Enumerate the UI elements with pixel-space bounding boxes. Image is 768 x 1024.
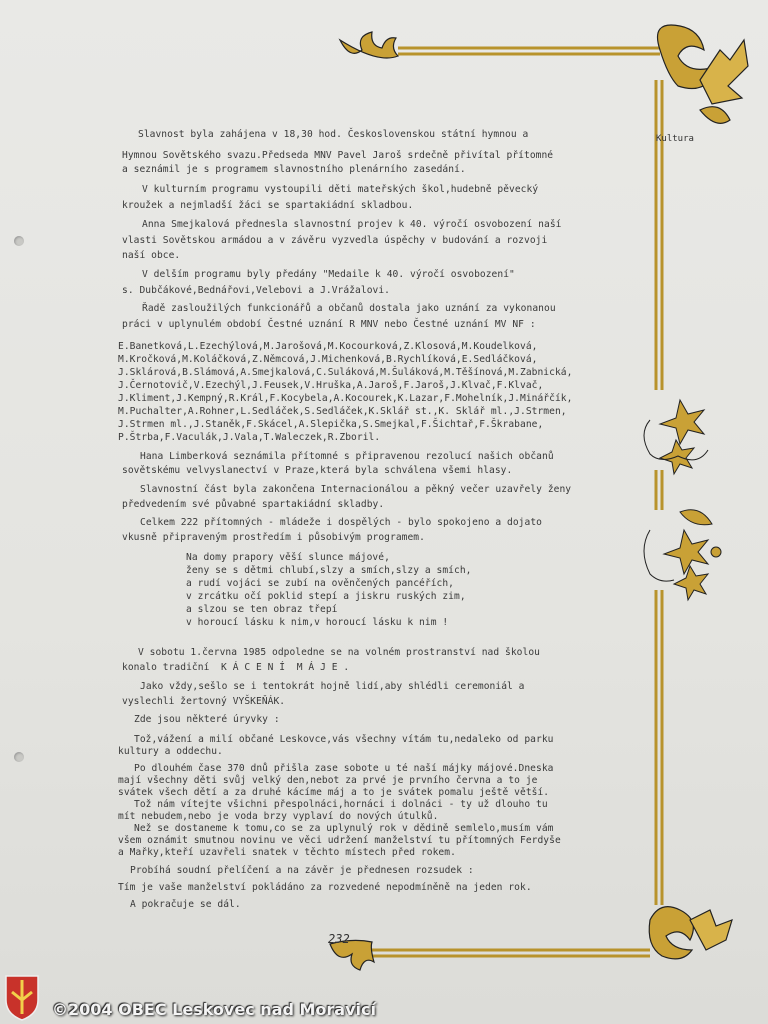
text-line: J.Kliment,J.Kempný,R.Král,F.Kocybela,A.Kocourek,K.Lazar,F.Mohelník,J.Minářčík, <box>118 393 573 404</box>
text-line: Řadě zasloužilých funkcionářů a občanů dostala jako uznání za vykonanou <box>142 303 556 314</box>
margin-note: Kultura <box>656 134 694 144</box>
text-line: Hana Limberková seznámila přítomné s připravenou rezolucí našich občanů <box>140 451 554 462</box>
text-line: Než se dostaneme k tomu,co se za uplynulý rok v dědině semlelo,musím vám <box>134 823 554 834</box>
leaf-ornament-bottom-right <box>649 907 732 959</box>
text-line: a slzou se ten obraz třepí <box>186 604 338 615</box>
text-line: vlasti Sovětskou armádou a v závěru vyzvedla úspěchy v budování a rozvoji <box>122 235 548 246</box>
text-line: Po dlouhém čase 370 dnů přišla zase sobote u té naší májky májové.Dneska <box>134 763 554 774</box>
page-number: 232 <box>328 932 350 946</box>
text-line: kroužek a nejmladší žáci se spartakiádní skladbou. <box>122 200 414 211</box>
text-line: V kulturním programu vystoupili děti mateřských škol,hudebně pěvecký <box>142 184 539 195</box>
punch-hole <box>14 752 24 762</box>
text-line: Tož nám vítejte všichni přespolnáci,hornáci i dolnáci - ty už dlouho tu <box>134 799 548 810</box>
text-line: E.Banetková,L.Ezechýlová,M.Jarošová,M.Kocourková,Z.Klosová,M.Koudelková, <box>118 341 538 352</box>
text-line: Tím je vaše manželství pokládáno za rozvedené nepodmíněně na jeden rok. <box>118 882 532 893</box>
text-line: J.Strmen ml.,J.Staněk,F.Skácel,A.Slepička,S.Smejkal,F.Šichtař,F.Škrabane, <box>118 419 544 430</box>
text-line: V delším programu byly předány "Medaile k 40. výročí osvobození" <box>142 269 515 280</box>
coat-of-arms-icon <box>2 972 42 1022</box>
text-line: a seznámil je s programem slavnostního plenárního zasedání. <box>122 164 466 175</box>
text-line: J.Černotovič,V.Ezechýl,J.Feusek,V.Hruška,A.Jaroš,F.Jaroš,J.Klvač,F.Klvač, <box>118 380 544 391</box>
flame-ornament-top <box>340 32 398 58</box>
text-line: všem oznámit smutnou novinu ve věci udržení manželství tu přítomných Ferdyše <box>118 835 561 846</box>
text-line: Na domy prapory věší slunce májové, <box>186 552 390 563</box>
text-line: kultury a oddechu. <box>118 746 223 757</box>
text-line: Slavnostní část byla zakončena Internacionálou a pěkný večer uzavřely ženy <box>140 484 572 495</box>
text-line: ženy se s dětmi chlubí,slzy a smích,slzy a smích, <box>186 565 472 576</box>
text-line: s. Dubčákové,Bednářovi,Velebovi a J.Vrážalovi. <box>122 285 390 296</box>
copyright-footer: ©2004 OBEC Leskovec nad Moravicí <box>52 1000 376 1019</box>
text-line: Probíhá soudní přelíčení a na závěr je přednesen rozsudek : <box>130 865 474 876</box>
text-line: V sobotu 1.června 1985 odpoledne se na volném prostranství nad školou <box>138 647 540 658</box>
text-line: práci v uplynulém období Čestné uznání R MNV nebo Čestné uznání MV NF : <box>122 319 536 330</box>
text-line: předvedením své půvabné spartakiádní skladby. <box>122 499 385 510</box>
text-line: Anna Smejkalová přednesla slavnostní projev k 40. výročí osvobození naší <box>142 219 562 230</box>
text-line: M.Puchalter,A.Rohner,L.Sedláček,S.Sedláček,K.Sklář st.,K. Sklář ml.,J.Strmen, <box>118 406 567 417</box>
text-line: mají všechny děti svůj velký den,nebot za prvé je prvního června a to je <box>118 775 538 786</box>
text-line: A pokračuje se dál. <box>130 899 241 910</box>
text-line: svátek všech dětí a za druhé kácíme máj a to je svátek pomalu ještě větší. <box>118 787 550 798</box>
text-line: sovětskému velvyslanectví v Praze,která byla schválena všemi hlasy. <box>122 465 513 476</box>
text-line: P.Štrba,F.Vaculák,J.Vala,T.Waleczek,R.Zboril. <box>118 432 381 443</box>
text-line: Slavnost byla zahájena v 18,30 hod. Československou státní hymnou a <box>138 129 529 140</box>
text-line: Tož,vážení a milí občané Leskovce,vás všechny vítám tu,nedaleko od parku <box>134 734 554 745</box>
text-line: J.Sklárová,B.Slámová,A.Smejkalová,C.Suláková,M.Šuláková,M.Těšínová,M.Zabnická, <box>118 367 573 378</box>
text-line: M.Kročková,M.Koláčková,Z.Němcová,J.Michenková,B.Rychlíková,E.Sedláčková, <box>118 354 538 365</box>
text-line: v zrcátku očí poklid stepí a jiskru ruských zim, <box>186 591 466 602</box>
text-line: konalo tradiční K Á C E N Í M Á J E . <box>122 662 350 673</box>
flower-ornament-upper <box>644 400 708 474</box>
text-line: Hymnou Sovětského svazu.Předseda MNV Pavel Jaroš srdečně přivítal přítomné <box>122 150 554 161</box>
leaf-ornament-top-right <box>658 25 749 123</box>
text-line: vyslechli žertovný VYŠKEŇÁK. <box>122 696 286 707</box>
text-line: Jako vždy,sešlo se i tentokrát hojně lidí,aby shlédli ceremoniál a <box>140 681 525 692</box>
text-line: mít nebudem,nebo je voda brzy vyplaví do nových útulků. <box>118 811 439 822</box>
text-line: vkusně připraveným prostředím i působivým programem. <box>122 532 425 543</box>
text-line: a Mařky,kteří uzavřeli snatek v těchto místech před rokem. <box>118 847 456 858</box>
flower-ornament-lower <box>644 510 721 600</box>
text-line: naší obce. <box>122 250 181 261</box>
text-line: Celkem 222 přítomných - mládeže i dospělých - bylo spokojeno a dojato <box>140 517 542 528</box>
text-line: a rudí vojáci se zubí na ověnčených pancéřích, <box>186 578 454 589</box>
text-line: v horoucí lásku k nim,v horoucí lásku k nim ! <box>186 617 449 628</box>
punch-hole <box>14 236 24 246</box>
text-line: Zde jsou některé úryvky : <box>134 714 280 725</box>
